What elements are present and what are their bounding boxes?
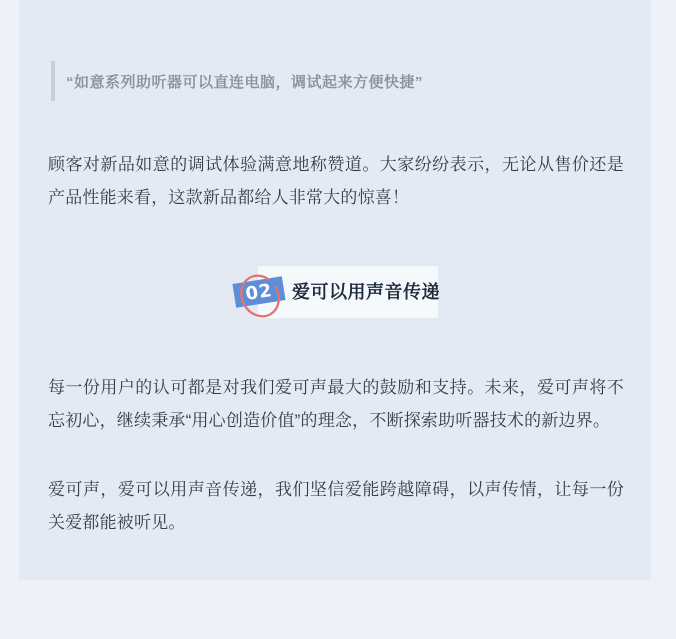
quote-text: “如意系列助听器可以直连电脑，调试起来方便快捷” xyxy=(66,73,424,91)
section-title: 爱可以用声音传递 xyxy=(292,282,440,302)
article-card xyxy=(19,0,651,580)
section-title-box xyxy=(258,266,438,318)
quote-block xyxy=(51,61,423,101)
paragraph-closing-message: 爱可声，爱可以用声音传递，我们坚信爱能跨越障碍，以声传情，让每一份关爱都能被听见。 xyxy=(48,480,624,532)
section-number: 02 xyxy=(243,279,275,305)
paragraph-brand-commitment: 每一份用户的认可都是对我们爱可声最大的鼓励和支持。未来，爱可声将不忘初心，继续秉承“用心创造价值”的理念，不断探索助听器技术的新边界。 xyxy=(48,378,624,430)
paragraph-customer-feedback: 顾客对新品如意的调试体验满意地称赞道。大家纷纷表示，无论从售价还是产品性能来看，这款新品都给人非常大的惊喜！ xyxy=(48,155,624,207)
